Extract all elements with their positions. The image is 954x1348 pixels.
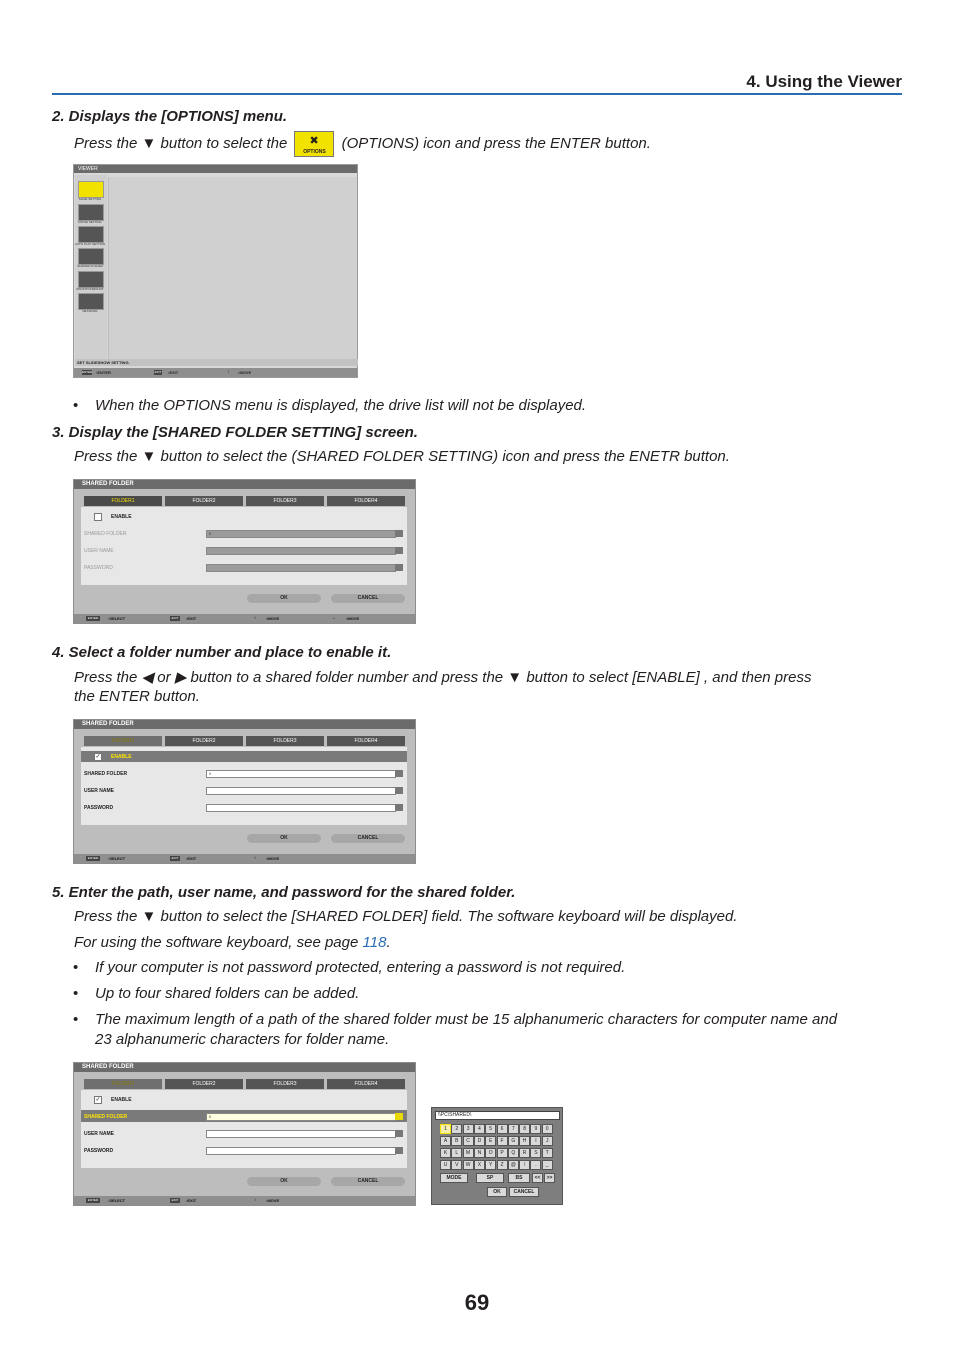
keyboard-key[interactable]: 3 xyxy=(463,1124,474,1134)
keyboard-key[interactable]: W xyxy=(463,1160,474,1170)
sf1-move2-key: ↔ xyxy=(332,615,336,620)
sf1-enter-icon-2 xyxy=(395,547,403,554)
sf3-tab-folder4[interactable]: FOLDER4 xyxy=(327,1079,405,1089)
movie-setting-icon[interactable] xyxy=(78,204,104,221)
space-key[interactable]: SP xyxy=(476,1173,504,1183)
keyboard-key[interactable]: 0 xyxy=(542,1124,553,1134)
keyboard-key[interactable]: T xyxy=(542,1148,553,1158)
sf1-move-label: :MOVE xyxy=(266,616,280,621)
step-2-note-text: When the OPTIONS menu is displayed, the drive list will not be displayed. xyxy=(95,397,587,414)
keyboard-key[interactable]: O xyxy=(485,1148,496,1158)
keyboard-key[interactable]: M xyxy=(463,1148,474,1158)
sf1-password-field[interactable] xyxy=(206,564,396,572)
keyboard-key[interactable]: 4 xyxy=(474,1124,485,1134)
options-icon xyxy=(294,131,334,157)
keyboard-key[interactable]: X xyxy=(474,1160,485,1170)
sf2-tab-folder4[interactable]: FOLDER4 xyxy=(327,736,405,746)
sf3-tab-folder2[interactable]: FOLDER2 xyxy=(165,1079,243,1089)
keyboard-cancel-button[interactable]: CANCEL xyxy=(509,1187,539,1197)
page-number: 69 xyxy=(464,1290,490,1315)
keyboard-key[interactable]: 8 xyxy=(519,1124,530,1134)
sf2-user-name-field[interactable] xyxy=(206,787,396,795)
sf3-enter-icon-1 xyxy=(395,1113,403,1120)
shared-folder-screen-3 xyxy=(73,1062,416,1206)
keyboard-key[interactable]: G xyxy=(508,1136,519,1146)
sf1-enable-label: ENABLE xyxy=(111,514,132,520)
keyboard-key[interactable]: E xyxy=(485,1136,496,1146)
sf2-password-field[interactable] xyxy=(206,804,396,812)
step-5-text: Press the ▼ button to select the [SHARED FOLDER] field. The software keyboard will be displayed. xyxy=(74,908,738,925)
sf3-user-name-field[interactable] xyxy=(206,1130,396,1138)
sf2-enter-icon-3 xyxy=(395,804,403,811)
sf3-enable-checkbox[interactable]: ✓ xyxy=(95,1097,101,1103)
keyboard-key[interactable]: 9 xyxy=(530,1124,541,1134)
sf1-exit-key: EXIT xyxy=(171,616,179,620)
sf2-tab-folder2[interactable]: FOLDER2 xyxy=(165,736,243,746)
keyboard-key[interactable]: \ xyxy=(519,1160,530,1170)
step-4-text-line2: the ENTER button. xyxy=(74,688,200,705)
viewer-icon-label-2: MOVIE SETTING xyxy=(78,220,102,224)
sf1-tab-folder2[interactable]: FOLDER2 xyxy=(165,496,243,506)
keyboard-key[interactable]: A xyxy=(440,1136,451,1146)
sf1-move2-label: :MOVE xyxy=(346,616,360,621)
sf2-password-label: PASSWORD xyxy=(84,805,114,811)
sf1-select-label: :SELECT xyxy=(108,616,126,621)
sf1-password-label: PASSWORD xyxy=(84,565,113,571)
keyboard-key[interactable]: 1 xyxy=(440,1124,451,1134)
viewer-exit-key: EXIT xyxy=(154,370,162,374)
keyboard-key[interactable]: R xyxy=(519,1148,530,1158)
keyboard-key[interactable]: P xyxy=(497,1148,508,1158)
sf2-enter-key: ENTER xyxy=(87,856,99,860)
sf2-exit-key: EXIT xyxy=(171,856,179,860)
sf1-bottom-bar xyxy=(74,614,415,623)
viewer-icon-label-6: NETWORK xyxy=(82,309,98,313)
keyboard-key[interactable]: 6 xyxy=(497,1124,508,1134)
step-5-keyboard-ref xyxy=(74,934,391,951)
sf2-title: SHARED FOLDER xyxy=(74,720,415,729)
step-3-text: Press the ▼ button to select the (SHARED FOLDER SETTING) icon and press the ENETR button. xyxy=(74,448,730,465)
viewer-move-label: :MOVE xyxy=(238,370,252,375)
sf3-move-key: ↕ xyxy=(254,1197,256,1202)
keyboard-key[interactable]: B xyxy=(451,1136,462,1146)
mount-icon[interactable] xyxy=(78,271,104,288)
keyboard-key[interactable]: S xyxy=(530,1148,541,1158)
sf3-move-label: :MOVE xyxy=(266,1198,280,1203)
viewer-enter-label: :ENTER xyxy=(96,370,111,375)
kb-ref-end: . xyxy=(386,934,391,951)
sf1-enter-icon-3 xyxy=(395,564,403,571)
keyboard-key[interactable]: U xyxy=(440,1160,451,1170)
step-2-note: • When the OPTIONS menu is displayed, the drive list will not be displayed. xyxy=(73,397,587,414)
mode-key[interactable]: MODE xyxy=(440,1173,468,1183)
sf2-shared-folder-label: SHARED FOLDER xyxy=(84,771,128,777)
viewer-icon-label-1: SLIDE SETTING xyxy=(78,197,102,201)
sf3-tab-folder3[interactable]: FOLDER3 xyxy=(246,1079,324,1089)
sf2-shared-folder-field[interactable]: \\ xyxy=(206,770,396,778)
sf2-enable-checkbox[interactable]: ✓ xyxy=(95,754,101,760)
sf1-user-name-field[interactable] xyxy=(206,547,396,555)
sf3-ok-button[interactable]: OK xyxy=(247,1177,321,1186)
bullet-1-text: If your computer is not password protected, entering a password is not required. xyxy=(95,959,626,976)
viewer-icon-label-4: SHARED FOLDER xyxy=(77,264,103,268)
sf1-user-name-label: USER NAME xyxy=(84,548,114,554)
slide-setting-icon[interactable] xyxy=(78,181,104,198)
step-2-heading: 2. Displays the [OPTIONS] menu. xyxy=(52,108,288,125)
sf1-ok-button[interactable]: OK xyxy=(247,594,321,603)
step-2-text-a: Press the ▼ button to select the xyxy=(74,134,288,152)
keyboard-key[interactable]: I xyxy=(530,1136,541,1146)
step-5-bullet-1: • If your computer is not password protected, entering a password is not required. xyxy=(73,959,626,976)
page-118-link[interactable]: 118 xyxy=(362,934,387,951)
cursor-right-key[interactable]: >> xyxy=(544,1173,555,1183)
bullet-2-text: Up to four shared folders can be added. xyxy=(95,985,360,1002)
step-5-bullet-2: • Up to four shared folders can be added. xyxy=(73,985,360,1002)
sf2-ok-button[interactable]: OK xyxy=(247,834,321,843)
sf1-tab-folder1[interactable]: FOLDER1 xyxy=(84,496,162,506)
step-5-bullet-3-line2: 23 alphanumeric characters for folder name. xyxy=(95,1031,390,1048)
sf2-enable-label: ENABLE xyxy=(111,754,132,760)
sf1-move-key: ↕ xyxy=(254,615,256,620)
keyboard-key[interactable]: 7 xyxy=(508,1124,519,1134)
sf2-enter-icon-2 xyxy=(395,787,403,794)
backspace-key[interactable]: BS xyxy=(508,1173,530,1183)
keyboard-key[interactable]: 2 xyxy=(451,1124,462,1134)
sf2-select-label: :SELECT xyxy=(108,856,126,861)
kb-ref-text: For using the software keyboard, see page xyxy=(74,934,363,951)
step-2-text-b: (OPTIONS) icon and press the ENTER button. xyxy=(341,134,651,152)
sf3-exit-label: :EXIT xyxy=(186,1198,197,1203)
keyboard-key[interactable]: L xyxy=(451,1148,462,1158)
step-5-bullet-3: • The maximum length of a path of the shared folder must be 15 alphanumeric characters for computer name and xyxy=(73,1011,838,1028)
sf1-tab-folder4[interactable]: FOLDER4 xyxy=(327,496,405,506)
cursor-left-key[interactable]: << xyxy=(532,1173,543,1183)
step-2-text xyxy=(74,131,651,157)
keyboard-ok-button[interactable]: OK xyxy=(487,1187,507,1197)
sf1-cancel-button[interactable]: CANCEL xyxy=(331,594,405,603)
viewer-bottom-bar xyxy=(74,368,357,377)
sf3-shared-folder-label: SHARED FOLDER xyxy=(84,1114,128,1120)
sf3-enter-icon-3 xyxy=(395,1147,403,1154)
keyboard-key[interactable]: F xyxy=(497,1136,508,1146)
sf1-enable-checkbox[interactable] xyxy=(94,513,102,521)
keyboard-key[interactable]: V xyxy=(451,1160,462,1170)
sf1-shared-folder-label: SHARED FOLDER xyxy=(84,531,127,537)
sf3-user-name-label: USER NAME xyxy=(84,1131,115,1137)
sf2-bottom-bar xyxy=(74,854,415,863)
keyboard-key[interactable]: J xyxy=(542,1136,553,1146)
sf2-tab-folder3[interactable]: FOLDER3 xyxy=(246,736,324,746)
sf1-exit-label: :EXIT xyxy=(186,616,197,621)
viewer-status: SET SLIDESHOW SETTING. xyxy=(75,359,358,366)
sf1-enter-icon-1 xyxy=(395,530,403,537)
keyboard-key[interactable]: C xyxy=(463,1136,474,1146)
keyboard-input[interactable]: \\PC\SHARED\ xyxy=(435,1111,560,1120)
sf3-enter-key: ENTER xyxy=(87,1198,99,1202)
bullet-3-text-line1: The maximum length of a path of the shared folder must be 15 alphanumeric characters for computer name and xyxy=(95,1011,838,1028)
keyboard-key[interactable]: H xyxy=(519,1136,530,1146)
step-4-heading: 4. Select a folder number and place to enable it. xyxy=(52,644,392,661)
sf2-tab-folder1[interactable]: FOLDER1 xyxy=(84,736,162,746)
sf1-title: SHARED FOLDER xyxy=(74,480,415,489)
shared-folder-screen-1 xyxy=(73,479,416,624)
shared-folder-icon[interactable] xyxy=(78,248,104,265)
viewer-move-key: ↕ xyxy=(227,369,230,375)
sf3-enter-icon-2 xyxy=(395,1130,403,1137)
viewer-main xyxy=(108,177,357,359)
sf3-shared-folder-field[interactable]: \\ xyxy=(206,1113,396,1121)
sf1-shared-folder-field[interactable]: \\ xyxy=(206,530,396,538)
shared-folder-screen-2 xyxy=(73,719,416,864)
network-icon[interactable] xyxy=(78,293,104,310)
section-title: 4. Using the Viewer xyxy=(746,72,902,91)
sf3-select-label: :SELECT xyxy=(108,1198,126,1203)
step-4-text-line1: Press the ◀ or ▶ button to a shared folder number and press the ▼ button to select [ENABLE] , and then press xyxy=(74,669,812,686)
keyboard-key[interactable]: Q xyxy=(508,1148,519,1158)
keyboard-key[interactable]: D xyxy=(474,1136,485,1146)
keyboard-key[interactable]: _ xyxy=(542,1160,553,1170)
step-3-heading: 3. Display the [SHARED FOLDER SETTING] screen. xyxy=(52,424,418,441)
sf1-tab-folder3[interactable]: FOLDER3 xyxy=(246,496,324,506)
sf3-password-label: PASSWORD xyxy=(84,1148,114,1154)
keyboard-key[interactable]: 5 xyxy=(485,1124,496,1134)
keyboard-key[interactable]: N xyxy=(474,1148,485,1158)
viewer-icon-label-3: AUTO PLAY SETTING xyxy=(74,242,106,246)
sf2-move-key: ↕ xyxy=(254,855,256,860)
viewer-icon-label-5: MOUNT/UNMOUNT xyxy=(76,287,104,291)
viewer-title: VIEWER xyxy=(74,165,357,173)
step-5-heading: 5. Enter the path, user name, and password for the shared folder. xyxy=(52,884,516,901)
tools-icon: ✖ xyxy=(309,135,319,147)
keyboard-key[interactable]: Z xyxy=(497,1160,508,1170)
auto-play-icon[interactable] xyxy=(78,226,104,243)
viewer-screenshot xyxy=(73,164,358,378)
sf1-enter-key: ENTER xyxy=(87,616,99,620)
sf3-password-field[interactable] xyxy=(206,1147,396,1155)
sf2-exit-label: :EXIT xyxy=(186,856,197,861)
sf2-move-label: :MOVE xyxy=(266,856,280,861)
sf3-exit-key: EXIT xyxy=(171,1198,179,1202)
options-icon-label: OPTIONS xyxy=(303,149,326,155)
keyboard-key[interactable]: Y xyxy=(485,1160,496,1170)
sf2-enter-icon-1 xyxy=(395,770,403,777)
sf3-cancel-button[interactable]: CANCEL xyxy=(331,1177,405,1186)
viewer-enter-key: ENTER xyxy=(82,370,93,374)
sf2-cancel-button[interactable]: CANCEL xyxy=(331,834,405,843)
keyboard-key[interactable]: K xyxy=(440,1148,451,1158)
keyboard-key[interactable]: @ xyxy=(508,1160,519,1170)
keyboard-key[interactable]: . xyxy=(530,1160,541,1170)
viewer-exit-label: :EXIT xyxy=(168,370,179,375)
sf2-user-name-label: USER NAME xyxy=(84,788,115,794)
sf3-tab-folder1[interactable]: FOLDER1 xyxy=(84,1079,162,1089)
sf3-title: SHARED FOLDER xyxy=(74,1063,415,1072)
software-keyboard xyxy=(431,1107,563,1205)
sf3-bottom-bar xyxy=(74,1196,415,1205)
header-rule xyxy=(52,93,902,95)
sf3-enable-label: ENABLE xyxy=(111,1097,132,1103)
